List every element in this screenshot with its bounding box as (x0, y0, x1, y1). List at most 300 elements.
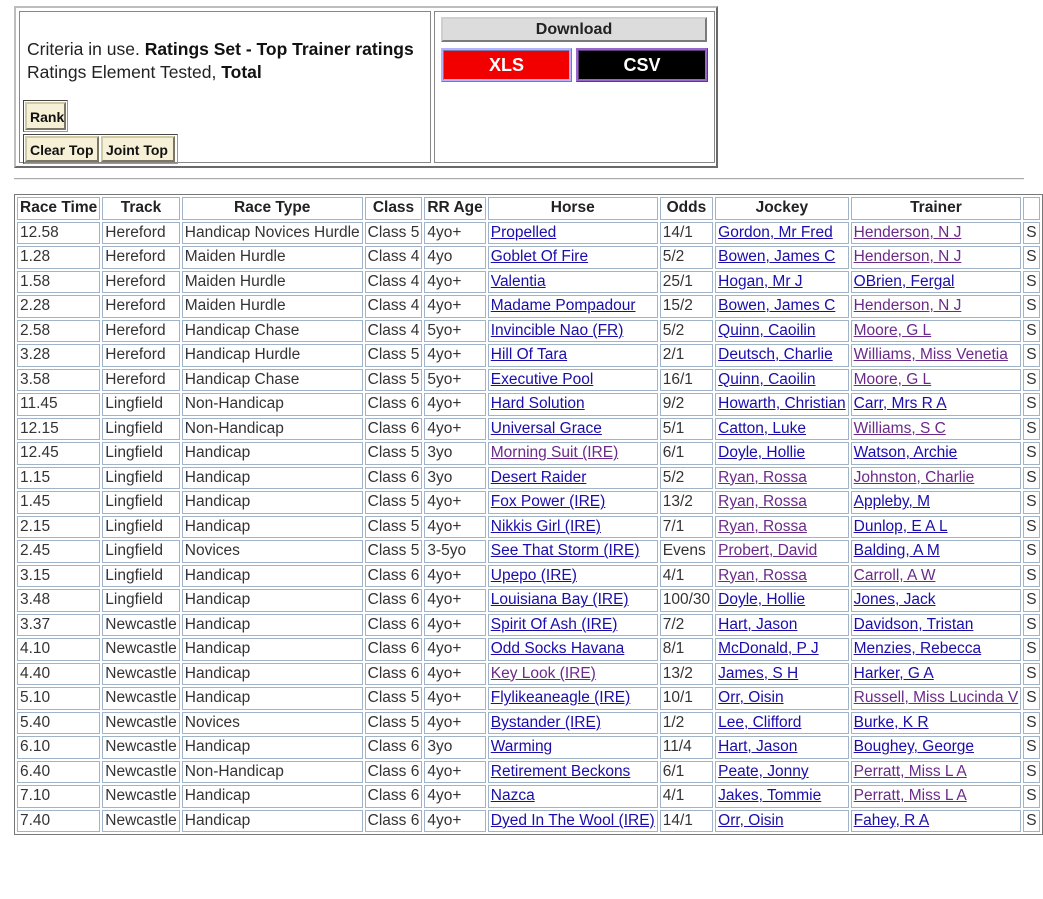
odds-cell: 14/1 (660, 810, 713, 833)
odds-cell: 1/2 (660, 712, 713, 735)
horse-link[interactable]: Nazca (490, 787, 535, 805)
horse-link[interactable]: Bystander (IRE) (490, 713, 602, 731)
race-type-cell: Handicap (182, 491, 363, 514)
track-cell: Lingfield (102, 491, 180, 514)
trainer-link[interactable]: Carroll, A W (853, 566, 936, 584)
race-time-cell: 6.40 (17, 761, 100, 784)
horse-cell (488, 687, 658, 710)
jockey-link[interactable]: Howarth, Christian (718, 395, 846, 413)
table-row (17, 638, 1040, 661)
rr-age-cell: 4yo+ (424, 687, 485, 710)
rr-age-cell: 5yo+ (424, 320, 485, 343)
jockey-link[interactable]: Ryan, Rossa (718, 468, 807, 486)
extra-cell: S (1023, 271, 1039, 294)
download-cell (434, 11, 715, 163)
class-cell: Class 6 (365, 638, 423, 661)
race-time-cell: 3.15 (17, 565, 100, 588)
trainer-cell (851, 467, 1022, 490)
race-type-cell: Non-Handicap (182, 418, 363, 441)
jockey-cell (715, 712, 849, 735)
jockey-cell (715, 589, 849, 612)
odds-cell: 9/2 (660, 393, 713, 416)
joint-top-button[interactable]: Joint Top (101, 136, 175, 162)
horse-cell (488, 736, 658, 759)
horse-cell (488, 442, 658, 465)
horse-cell (488, 491, 658, 514)
trainer-link[interactable]: Russell, Miss Lucinda V (853, 689, 1019, 707)
rr-age-cell: 3yo (424, 736, 485, 759)
race-type-cell: Handicap (182, 736, 363, 759)
trainer-cell (851, 761, 1022, 784)
extra-cell: S (1023, 320, 1039, 343)
trainer-link[interactable]: Menzies, Rebecca (853, 640, 982, 658)
trainer-cell (851, 614, 1022, 637)
header-race-type: Race Type (182, 197, 363, 220)
track-cell: Hereford (102, 344, 180, 367)
horse-link[interactable]: Propelled (490, 223, 557, 241)
jockey-cell (715, 393, 849, 416)
track-cell: Hereford (102, 369, 180, 392)
top-buttons-frame (23, 134, 178, 164)
rr-age-cell: 4yo+ (424, 393, 485, 416)
trainer-cell (851, 638, 1022, 661)
jockey-link[interactable]: Bowen, James C (718, 297, 836, 315)
jockey-cell (715, 565, 849, 588)
extra-cell: S (1023, 810, 1039, 833)
race-type-cell: Handicap (182, 810, 363, 833)
horse-cell (488, 393, 658, 416)
class-cell: Class 5 (365, 344, 423, 367)
horse-cell (488, 810, 658, 833)
class-cell: Class 4 (365, 271, 423, 294)
horse-link[interactable]: Hill Of Tara (490, 346, 568, 364)
jockey-link[interactable]: Peate, Jonny (718, 762, 809, 780)
table-row (17, 344, 1040, 367)
horse-cell (488, 565, 658, 588)
jockey-link[interactable]: Catton, Luke (718, 419, 807, 437)
race-time-cell: 4.10 (17, 638, 100, 661)
horse-cell (488, 271, 658, 294)
jockey-cell (715, 271, 849, 294)
jockey-cell (715, 785, 849, 808)
rr-age-cell: 5yo+ (424, 369, 485, 392)
jockey-link[interactable]: Gordon, Mr Fred (718, 223, 833, 241)
jockey-link[interactable]: James, S H (718, 664, 799, 682)
track-cell: Newcastle (102, 614, 180, 637)
extra-cell: S (1023, 467, 1039, 490)
trainer-cell (851, 810, 1022, 833)
trainer-link[interactable]: Davidson, Tristan (853, 615, 974, 633)
extra-cell: S (1023, 344, 1039, 367)
criteria-prefix: Criteria in use. (27, 39, 145, 59)
race-time-cell: 12.58 (17, 222, 100, 245)
odds-cell: 14/1 (660, 222, 713, 245)
horse-link[interactable]: Odd Socks Havana (490, 640, 625, 658)
horse-cell (488, 638, 658, 661)
rr-age-cell: 4yo+ (424, 271, 485, 294)
table-row (17, 516, 1040, 539)
trainer-cell (851, 540, 1022, 563)
table-row (17, 810, 1040, 833)
class-cell: Class 4 (365, 320, 423, 343)
horse-link[interactable]: Hard Solution (490, 395, 585, 413)
table-row (17, 565, 1040, 588)
extra-cell: S (1023, 222, 1039, 245)
table-header-row (17, 197, 1040, 220)
header-track: Track (102, 197, 180, 220)
horse-link[interactable]: Universal Grace (490, 419, 602, 437)
extra-cell: S (1023, 736, 1039, 759)
rr-age-cell: 4yo+ (424, 418, 485, 441)
class-cell: Class 6 (365, 761, 423, 784)
race-time-cell: 2.28 (17, 295, 100, 318)
horse-cell (488, 712, 658, 735)
jockey-cell (715, 418, 849, 441)
table-row (17, 295, 1040, 318)
odds-cell: 25/1 (660, 271, 713, 294)
header-trainer: Trainer (851, 197, 1022, 220)
trainer-cell (851, 442, 1022, 465)
trainer-cell (851, 222, 1022, 245)
class-cell: Class 5 (365, 712, 423, 735)
rr-age-cell: 4yo+ (424, 785, 485, 808)
horse-link[interactable]: Spirit Of Ash (IRE) (490, 615, 618, 633)
jockey-link[interactable]: Hart, Jason (718, 615, 798, 633)
trainer-cell (851, 418, 1022, 441)
download-heading: Download (441, 17, 707, 42)
extra-cell: S (1023, 614, 1039, 637)
jockey-cell (715, 344, 849, 367)
jockey-cell (715, 736, 849, 759)
odds-cell: 6/1 (660, 442, 713, 465)
trainer-cell (851, 320, 1022, 343)
horse-link[interactable]: Madame Pompadour (490, 297, 636, 315)
horse-cell (488, 467, 658, 490)
jockey-link[interactable]: Lee, Clifford (718, 713, 802, 731)
race-time-cell: 12.45 (17, 442, 100, 465)
race-time-cell: 11.45 (17, 393, 100, 416)
horse-cell (488, 516, 658, 539)
trainer-link[interactable]: OBrien, Fergal (853, 272, 955, 290)
jockey-link[interactable]: Doyle, Hollie (718, 444, 806, 462)
trainer-link[interactable]: Dunlop, E A L (853, 517, 948, 535)
table-row (17, 589, 1040, 612)
race-type-cell: Handicap Chase (182, 369, 363, 392)
race-type-cell: Novices (182, 712, 363, 735)
jockey-cell (715, 614, 849, 637)
race-type-cell: Handicap (182, 589, 363, 612)
class-cell: Class 5 (365, 540, 423, 563)
race-type-cell: Non-Handicap (182, 761, 363, 784)
class-cell: Class 5 (365, 442, 423, 465)
horse-link[interactable]: See That Storm (IRE) (490, 542, 640, 560)
horse-cell (488, 589, 658, 612)
track-cell: Newcastle (102, 736, 180, 759)
jockey-cell (715, 442, 849, 465)
race-type-cell: Handicap (182, 467, 363, 490)
horse-cell (488, 222, 658, 245)
odds-cell: 13/2 (660, 663, 713, 686)
trainer-link[interactable]: Balding, A M (853, 542, 940, 560)
trainer-link[interactable]: Burke, K R (853, 713, 929, 731)
table-row (17, 467, 1040, 490)
rr-age-cell: 4yo+ (424, 222, 485, 245)
trainer-link[interactable]: Jones, Jack (853, 591, 936, 609)
trainer-cell (851, 663, 1022, 686)
header-race-time: Race Time (17, 197, 100, 220)
divider (14, 178, 1024, 180)
trainer-link[interactable]: Carr, Mrs R A (853, 395, 947, 413)
trainer-cell (851, 589, 1022, 612)
jockey-cell (715, 491, 849, 514)
class-cell: Class 6 (365, 467, 423, 490)
odds-cell: 5/2 (660, 467, 713, 490)
trainer-cell (851, 736, 1022, 759)
track-cell: Hereford (102, 222, 180, 245)
class-cell: Class 6 (365, 418, 423, 441)
horse-link[interactable]: Key Look (IRE) (490, 664, 596, 682)
jockey-link[interactable]: Probert, David (718, 542, 818, 560)
jockey-link[interactable]: Orr, Oisin (718, 689, 784, 707)
horse-cell (488, 344, 658, 367)
criteria-panel (14, 6, 718, 168)
jockey-link[interactable]: Bowen, James C (718, 248, 836, 266)
trainer-cell (851, 271, 1022, 294)
horse-link[interactable]: Valentia (490, 272, 546, 290)
trainer-link[interactable]: Boughey, George (853, 738, 974, 756)
class-cell: Class 5 (365, 222, 423, 245)
jockey-cell (715, 638, 849, 661)
rr-age-cell: 4yo+ (424, 344, 485, 367)
rr-age-cell: 4yo+ (424, 810, 485, 833)
odds-cell: 15/2 (660, 295, 713, 318)
race-time-cell: 5.40 (17, 712, 100, 735)
race-time-cell: 3.37 (17, 614, 100, 637)
jockey-link[interactable]: Doyle, Hollie (718, 591, 806, 609)
horse-cell (488, 540, 658, 563)
jockey-link[interactable]: Ryan, Rossa (718, 493, 807, 511)
extra-cell: S (1023, 687, 1039, 710)
extra-cell: S (1023, 369, 1039, 392)
trainer-link[interactable]: Johnston, Charlie (853, 468, 975, 486)
jockey-cell (715, 516, 849, 539)
extra-cell: S (1023, 393, 1039, 416)
jockey-link[interactable]: Deutsch, Charlie (718, 346, 833, 364)
race-time-cell: 6.10 (17, 736, 100, 759)
table-row (17, 687, 1040, 710)
extra-cell: S (1023, 540, 1039, 563)
race-type-cell: Handicap (182, 614, 363, 637)
horse-link[interactable]: Desert Raider (490, 468, 587, 486)
trainer-cell (851, 393, 1022, 416)
table-row (17, 712, 1040, 735)
race-time-cell: 7.10 (17, 785, 100, 808)
rr-age-cell: 4yo+ (424, 663, 485, 686)
table-row (17, 442, 1040, 465)
race-time-cell: 1.28 (17, 246, 100, 269)
header-horse: Horse (488, 197, 658, 220)
race-time-cell: 3.58 (17, 369, 100, 392)
horse-link[interactable]: Fox Power (IRE) (490, 493, 606, 511)
horse-link[interactable]: Invincible Nao (FR) (490, 321, 624, 339)
class-cell: Class 5 (365, 516, 423, 539)
table-row (17, 271, 1040, 294)
horse-link[interactable]: Dyed In The Wool (IRE) (490, 811, 655, 829)
race-time-cell: 4.40 (17, 663, 100, 686)
jockey-link[interactable]: Quinn, Caoilin (718, 321, 816, 339)
track-cell: Lingfield (102, 467, 180, 490)
extra-cell: S (1023, 663, 1039, 686)
horse-link[interactable]: Morning Suit (IRE) (490, 444, 619, 462)
trainer-link[interactable]: Harker, G A (853, 664, 934, 682)
jockey-link[interactable]: Hart, Jason (718, 738, 798, 756)
trainer-cell (851, 687, 1022, 710)
track-cell: Newcastle (102, 663, 180, 686)
odds-cell: 7/2 (660, 614, 713, 637)
class-cell: Class 6 (365, 589, 423, 612)
class-cell: Class 6 (365, 614, 423, 637)
rr-age-cell: 4yo+ (424, 761, 485, 784)
track-cell: Lingfield (102, 418, 180, 441)
odds-cell: 4/1 (660, 565, 713, 588)
horse-link[interactable]: Louisiana Bay (IRE) (490, 591, 629, 609)
rr-age-cell: 4yo+ (424, 614, 485, 637)
class-cell: Class 6 (365, 663, 423, 686)
race-time-cell: 12.15 (17, 418, 100, 441)
jockey-link[interactable]: Quinn, Caoilin (718, 370, 816, 388)
table-row (17, 785, 1040, 808)
horse-link[interactable]: Nikkis Girl (IRE) (490, 517, 601, 535)
race-time-cell: 1.58 (17, 271, 100, 294)
jockey-cell (715, 540, 849, 563)
race-time-cell: 3.28 (17, 344, 100, 367)
odds-cell: 7/1 (660, 516, 713, 539)
header-rr-age: RR Age (424, 197, 485, 220)
trainer-cell (851, 712, 1022, 735)
jockey-link[interactable]: Hogan, Mr J (718, 272, 803, 290)
horse-cell (488, 761, 658, 784)
horse-cell (488, 246, 658, 269)
trainer-cell (851, 295, 1022, 318)
odds-cell: 4/1 (660, 785, 713, 808)
table-row (17, 761, 1040, 784)
race-type-cell: Handicap (182, 565, 363, 588)
trainer-link[interactable]: Fahey, R A (853, 811, 930, 829)
track-cell: Lingfield (102, 540, 180, 563)
race-time-cell: 2.15 (17, 516, 100, 539)
odds-cell: 10/1 (660, 687, 713, 710)
horse-link[interactable]: Warming (490, 738, 553, 756)
race-type-cell: Handicap Chase (182, 320, 363, 343)
jockey-cell (715, 369, 849, 392)
trainer-link[interactable]: Moore, G L (853, 370, 932, 388)
criteria-cell (19, 11, 431, 163)
jockey-link[interactable]: Ryan, Rossa (718, 517, 807, 535)
csv-download-button[interactable]: CSV (576, 48, 708, 82)
extra-cell: S (1023, 785, 1039, 808)
class-cell: Class 4 (365, 295, 423, 318)
horse-link[interactable]: Executive Pool (490, 370, 594, 388)
class-cell: Class 6 (365, 393, 423, 416)
rr-age-cell: 4yo+ (424, 589, 485, 612)
jockey-cell (715, 663, 849, 686)
race-time-cell: 3.48 (17, 589, 100, 612)
horse-link[interactable]: Flylikeaneagle (IRE) (490, 689, 631, 707)
rr-age-cell: 4yo+ (424, 295, 485, 318)
odds-cell: 5/2 (660, 320, 713, 343)
rank-button[interactable]: Rank (25, 102, 66, 130)
race-time-cell: 2.45 (17, 540, 100, 563)
race-type-cell: Maiden Hurdle (182, 246, 363, 269)
table-row (17, 614, 1040, 637)
table-row (17, 246, 1040, 269)
extra-cell: S (1023, 442, 1039, 465)
extra-cell: S (1023, 246, 1039, 269)
trainer-link[interactable]: Williams, S C (853, 419, 946, 437)
odds-cell: Evens (660, 540, 713, 563)
trainer-link[interactable]: Henderson, N J (853, 297, 962, 315)
trainer-link[interactable]: Moore, G L (853, 321, 932, 339)
odds-cell: 100/30 (660, 589, 713, 612)
track-cell: Lingfield (102, 589, 180, 612)
extra-cell: S (1023, 491, 1039, 514)
race-type-cell: Maiden Hurdle (182, 295, 363, 318)
clear-top-button[interactable]: Clear Top (25, 136, 99, 162)
class-cell: Class 6 (365, 565, 423, 588)
odds-cell: 2/1 (660, 344, 713, 367)
element-prefix: Ratings Element Tested, (27, 62, 222, 82)
jockey-cell (715, 320, 849, 343)
horse-link[interactable]: Goblet Of Fire (490, 248, 589, 266)
horse-link[interactable]: Retirement Beckons (490, 762, 631, 780)
trainer-cell (851, 344, 1022, 367)
jockey-cell (715, 222, 849, 245)
jockey-link[interactable]: Jakes, Tommie (718, 787, 822, 805)
trainer-link[interactable]: Watson, Archie (853, 444, 958, 462)
trainer-link[interactable]: Williams, Miss Venetia (853, 346, 1008, 364)
class-cell: Class 4 (365, 246, 423, 269)
table-row (17, 491, 1040, 514)
jockey-link[interactable]: McDonald, P J (718, 640, 819, 658)
extra-cell: S (1023, 638, 1039, 661)
jockey-link[interactable]: Ryan, Rossa (718, 566, 807, 584)
trainer-link[interactable]: Henderson, N J (853, 248, 962, 266)
track-cell: Newcastle (102, 810, 180, 833)
xls-download-button[interactable]: XLS (441, 48, 572, 82)
race-type-cell: Handicap (182, 785, 363, 808)
trainer-cell (851, 246, 1022, 269)
track-cell: Hereford (102, 271, 180, 294)
trainer-link[interactable]: Perratt, Miss L A (853, 762, 967, 780)
track-cell: Hereford (102, 295, 180, 318)
rank-button-frame (23, 100, 68, 132)
class-cell: Class 5 (365, 491, 423, 514)
horse-link[interactable]: Upepo (IRE) (490, 566, 577, 584)
horse-cell (488, 295, 658, 318)
trainer-cell (851, 516, 1022, 539)
ratings-set-label: Ratings Set - Top Trainer ratings (144, 39, 414, 59)
rr-age-cell: 4yo+ (424, 565, 485, 588)
trainer-link[interactable]: Appleby, M (853, 493, 931, 511)
trainer-cell (851, 491, 1022, 514)
track-cell: Lingfield (102, 442, 180, 465)
jockey-link[interactable]: Orr, Oisin (718, 811, 784, 829)
track-cell: Hereford (102, 320, 180, 343)
trainer-link[interactable]: Perratt, Miss L A (853, 787, 967, 805)
race-time-cell: 5.10 (17, 687, 100, 710)
trainer-link[interactable]: Henderson, N J (853, 223, 962, 241)
odds-cell: 5/2 (660, 246, 713, 269)
